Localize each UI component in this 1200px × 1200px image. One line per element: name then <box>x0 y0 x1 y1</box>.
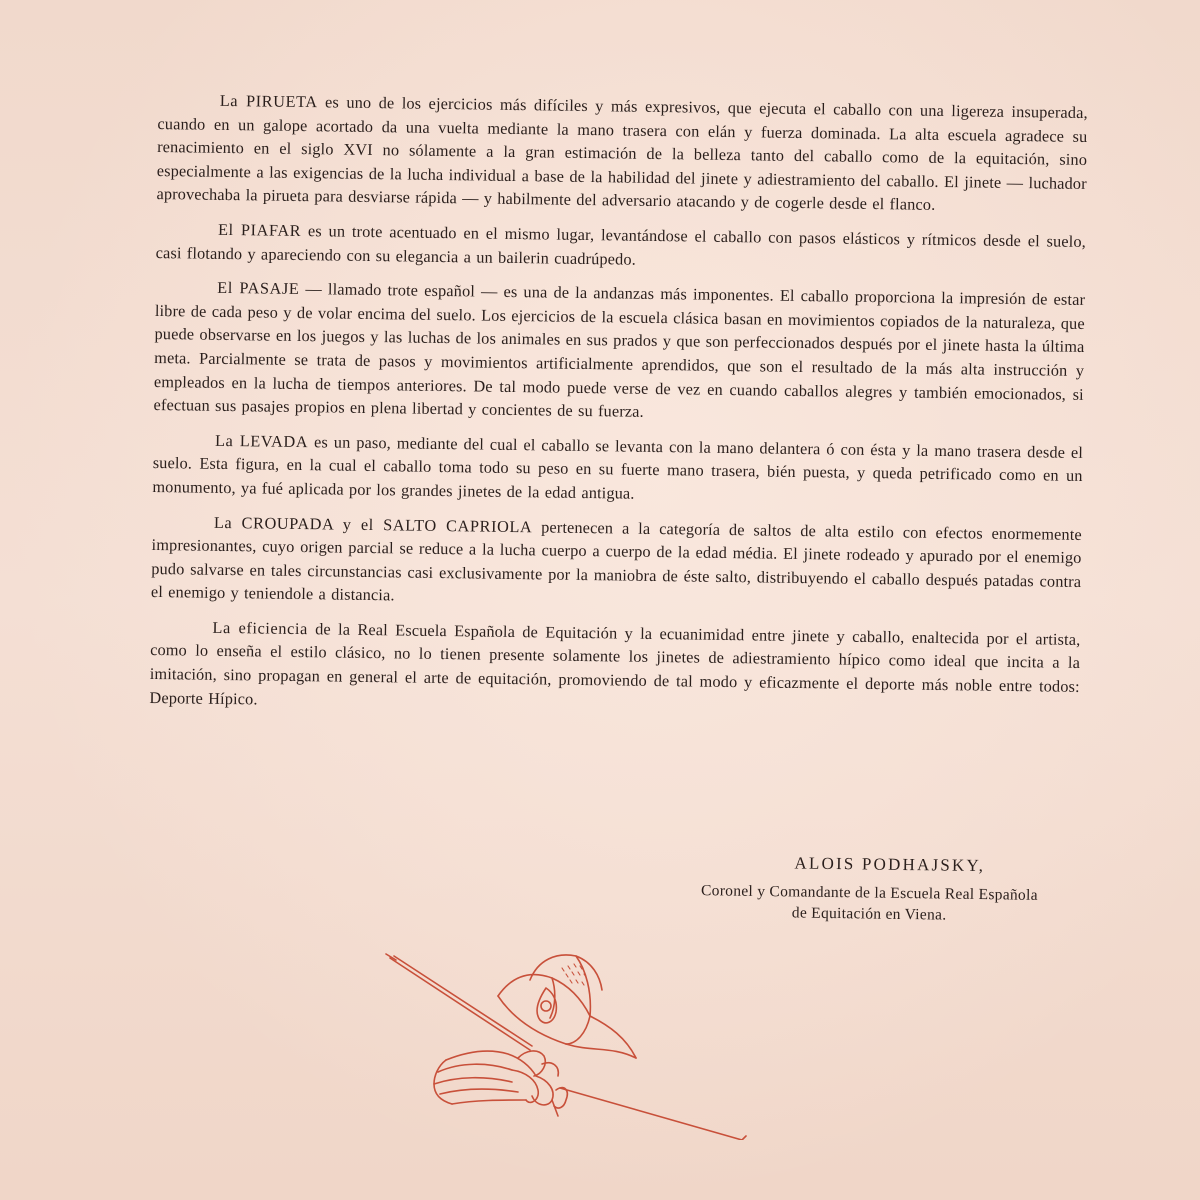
paragraph-pirueta <box>156 88 1088 219</box>
paragraph-croupada <box>151 509 1082 616</box>
paragraph-lead: El PIAFAR <box>217 219 302 240</box>
author-name: ALOIS PODHAJSKY, <box>794 853 986 876</box>
paragraph-lead: La eficiencia <box>212 617 308 639</box>
paragraph-lead: La PIRUETA <box>219 90 318 112</box>
author-title-line-2: de Equitación en Viena. <box>791 904 947 924</box>
paragraph-lead: La LEVADA <box>214 430 309 451</box>
paragraph-body: de la Real Escuela Española de Equitación y la ecuanimidad entre jinete y caballo, enaltecida por el artista, como lo enseña el estilo clásico, no lo tienen presente solamente los jinetes de adiestramiento hípico como ideal que incita a la imitación, sino propagan en general el arte de equitación, promoviendo de tal modo y eficazmente el deporte más noble entre todos: Deporte Hípico. <box>149 619 1081 709</box>
paragraph-piafar <box>156 217 1087 277</box>
paragraph-eficiencia <box>149 615 1080 722</box>
author-title-line-1: Coronel y Comandante de la Escuela Real Española <box>700 882 1038 904</box>
bicorne-hat-gloves-riding-crop-icon <box>380 940 760 1140</box>
paragraph-pasaje <box>153 275 1085 430</box>
paragraph-body: es un trote acentuado en el mismo lugar, levantándose el caballo con pasos elásticos y rítmicos desde el suelo, casi flotando y apareciendo con su elegancia a un bailerin cuadrúpedo. <box>155 220 1087 269</box>
body-text <box>149 88 1088 733</box>
signature-block <box>689 852 1050 927</box>
paragraph-body: — llamado trote español — es una de la andanzas más imponentes. El caballo proporciona la impresión de estar libre de cada peso y de volar encima del suelo. Los ejercicios de la escuela clásica basan en movimientos copiados de la naturaleza, que puede observarse en los juegos y las luchas de los animales en sus prados y que son perfeccionados después por el jinete hasta la última meta. Parcialmente se trata de pasos y movimientos artificialmente aprendidos, que son el resultado de la más alta instrucción y empleados en la lucha de tiempos anteriores. De tal modo puede verse de vez en cuando caballos alegres y también emocionados, si efectuan sus pasajes propios en plena libertad y concientes de su fuerza. <box>153 279 1086 421</box>
paragraph-lead: El PASAJE <box>217 278 300 299</box>
paragraph-body: es un paso, mediante del cual el caballo se levanta con la mano delantera ó con ésta y la mano trasera desde el suelo. Esta figura, en la cual el caballo toma todo su peso en su fuerte mano trasera, bién puesta, y queda petrificado como en un monumento, ya fué aplicada por los grandes jinetes de la edad antigua. <box>152 431 1084 503</box>
paragraph-lead: La CROUPADA y el SALTO CAPRIOLA <box>213 512 533 536</box>
paragraph-body: es uno de los ejercicios más difíciles y más expresivos, que ejecuta el caballo con una ligereza insuperada, cuando en un galope acortado da una vuelta mediante la mano trasera con elán y fuerza dominada. La alta escuela agradece su renacimiento en el siglo XVI no sólamente a la gran estimación de la belleza tanto del caballo como de la equitación, sino especialmente a las exigencias de la lucha individual a base de la habilidad del jinete y adiestramiento del caballo. El jinete — luchador aprovechaba la pirueta para desviarse rápida — y habilmente del adversario atacando y de cogerle desde el flanco. <box>156 92 1088 215</box>
paragraph-body: pertenecen a la categoría de saltos de alta estilo con efectos enormemente impresionantes, cuyo origen parcial se reduce a la lucha cuerpo a cuerpo de la edad média. El jinete rodeado y apurado por el enemigo pudo salvarse en tales circunstancias casi exclusivamente por la maniobra de éste salto, distribuyendo el caballo después patadas contra el enemigo y teniendole a distancia. <box>150 516 1082 605</box>
paragraph-levada <box>152 428 1083 512</box>
